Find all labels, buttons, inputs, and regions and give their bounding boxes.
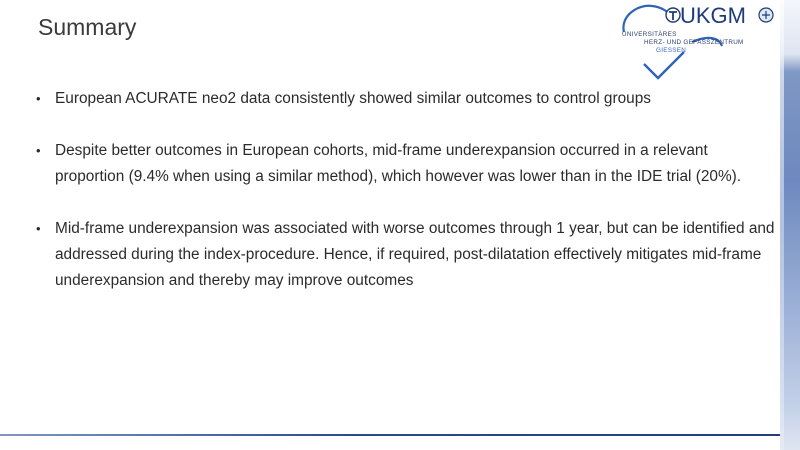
logo-wordmark: UKGM (680, 3, 746, 28)
bullet-list (36, 86, 781, 320)
t-emblem-icon (666, 8, 680, 22)
logo-subtitle-line2: HERZ- UND GEFÄSSZENTRUM (644, 39, 744, 46)
seal-emblem-icon (759, 8, 773, 22)
logo-subtitle-line1: UNIVERSITÄRES (622, 31, 677, 38)
bullet-dot-icon: • (36, 221, 41, 236)
bullet-item (36, 216, 781, 294)
bullet-text: Despite better outcomes in European cohorts, mid-frame underexpansion occurred in a relevant proportion (9.4% when using a similar method), which however was lower than in the IDE trial (20%). (55, 142, 742, 185)
side-accent-highlight (780, 0, 784, 450)
bullet-item (36, 138, 781, 190)
bullet-text: European ACURATE neo2 data consistently showed similar outcomes to control groups (55, 90, 651, 107)
logo-subtitle-line3: GIESSEN (656, 47, 687, 54)
bullet-item (36, 86, 781, 112)
bullet-text: Mid-frame underexpansion was associated with worse outcomes through 1 year, but can be identified and addressed during the index-procedure. Hence, if required, post-dilatation effectively mitigates mid-frame underexpansion and thereby may improve outcomes (55, 220, 775, 289)
slide-title: Summary (38, 14, 137, 40)
footer-divider (0, 434, 784, 436)
bullet-dot-icon: • (36, 91, 41, 106)
bullet-dot-icon: • (36, 143, 41, 158)
